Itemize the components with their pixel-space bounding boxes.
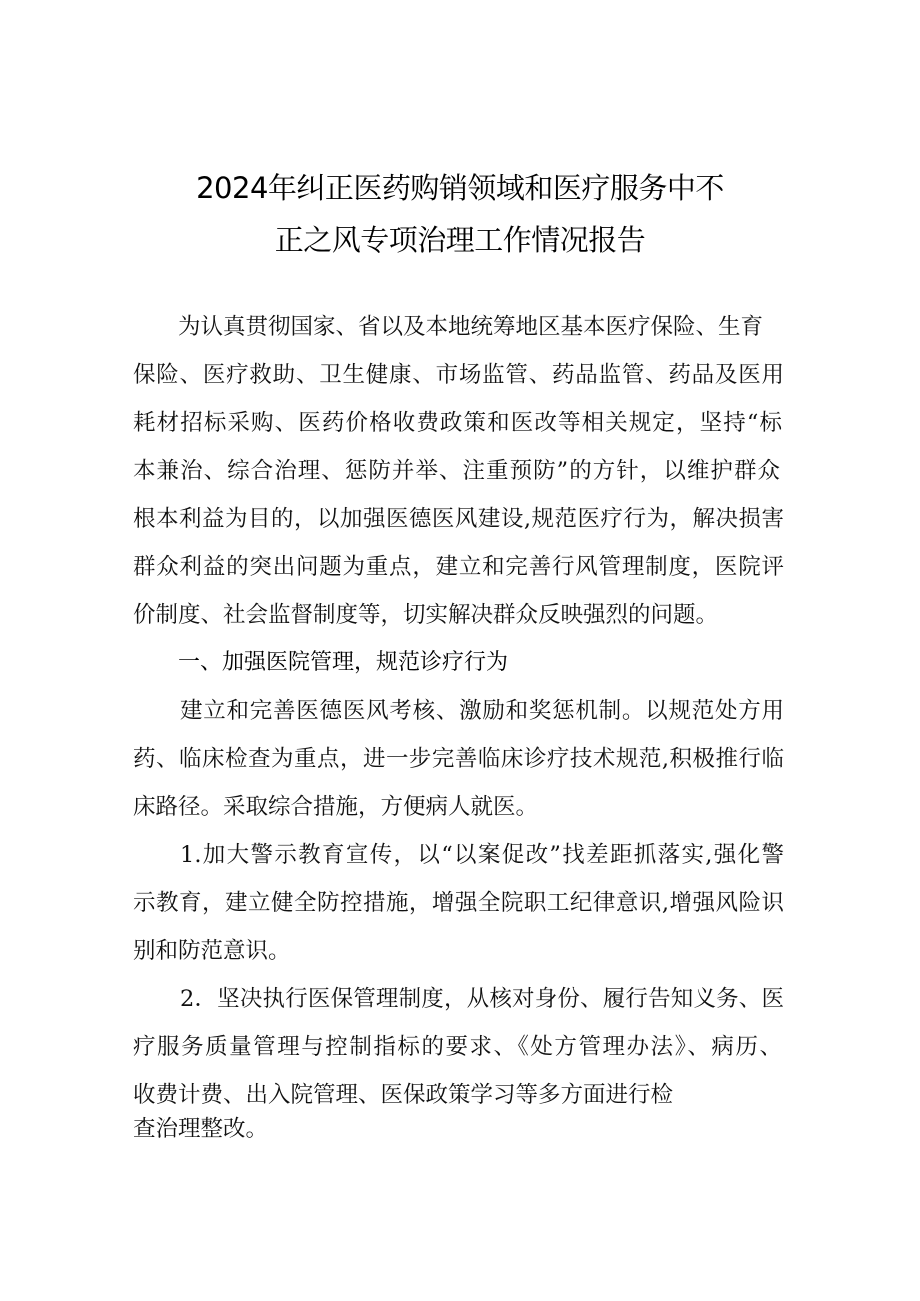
section1-line: 建立和完善医德医风考核、激励和奖惩机制。以规范处方用 [180, 698, 784, 724]
intro-line: 为认真贯彻国家、省以及本地统筹地区基本医疗保险、生育 [178, 314, 764, 340]
section1-line: 药、临床检查为重点，进一步完善临床诊疗技术规范,积极推行临 [133, 746, 784, 772]
item-2-line: 2．坚决执行医保管理制度，从核对身份、履行告知义务、医 [180, 986, 784, 1012]
item-2-line: 疗服务质量管理与控制指标的要求、《处方管理办法》、病历、 [133, 1034, 782, 1060]
section-heading: 一、加强医院管理，规范诊疗行为 [178, 650, 509, 675]
intro-line: 本兼治、综合治理、惩防并举、注重预防”的方针，以维护群众 [133, 458, 780, 484]
item-2-line: 查治理整改。 [133, 1116, 269, 1142]
intro-line: 群众利益的突出问题为重点，建立和完善行风管理制度，医院评 [133, 554, 784, 580]
section1-line: 床路径。采取综合措施，方便病人就医。 [133, 794, 539, 820]
document-title-line-2: 正之风专项治理工作情况报告 [274, 223, 646, 257]
item-2-line: 收费计费、出入院管理、医保政策学习等多方面进行检 [133, 1082, 674, 1108]
intro-line: 根本利益为目的，以加强医德医风建设,规范医疗行为，解决损害 [133, 506, 784, 532]
item-1-line: 别和防范意识。 [133, 938, 291, 964]
intro-line: 保险、医疗救助、卫生健康、市场监管、药品监管、药品及医用 [133, 362, 784, 388]
item-1-line: 1.加大警示教育宣传，以“以案促改”找差距抓落实,强化警 [180, 842, 784, 868]
item-1-line: 示教育，建立健全防控措施，增强全院职工纪律意识,增强风险识 [133, 890, 784, 916]
intro-line: 价制度、社会监督制度等，切实解决群众反映强烈的问题。 [133, 602, 719, 628]
intro-line: 耗材招标采购、医药价格收费政策和医改等相关规定，坚持“标 [133, 410, 782, 436]
document-title-line-1: 2024年纠正医药购销领域和医疗服务中不 [196, 171, 724, 205]
